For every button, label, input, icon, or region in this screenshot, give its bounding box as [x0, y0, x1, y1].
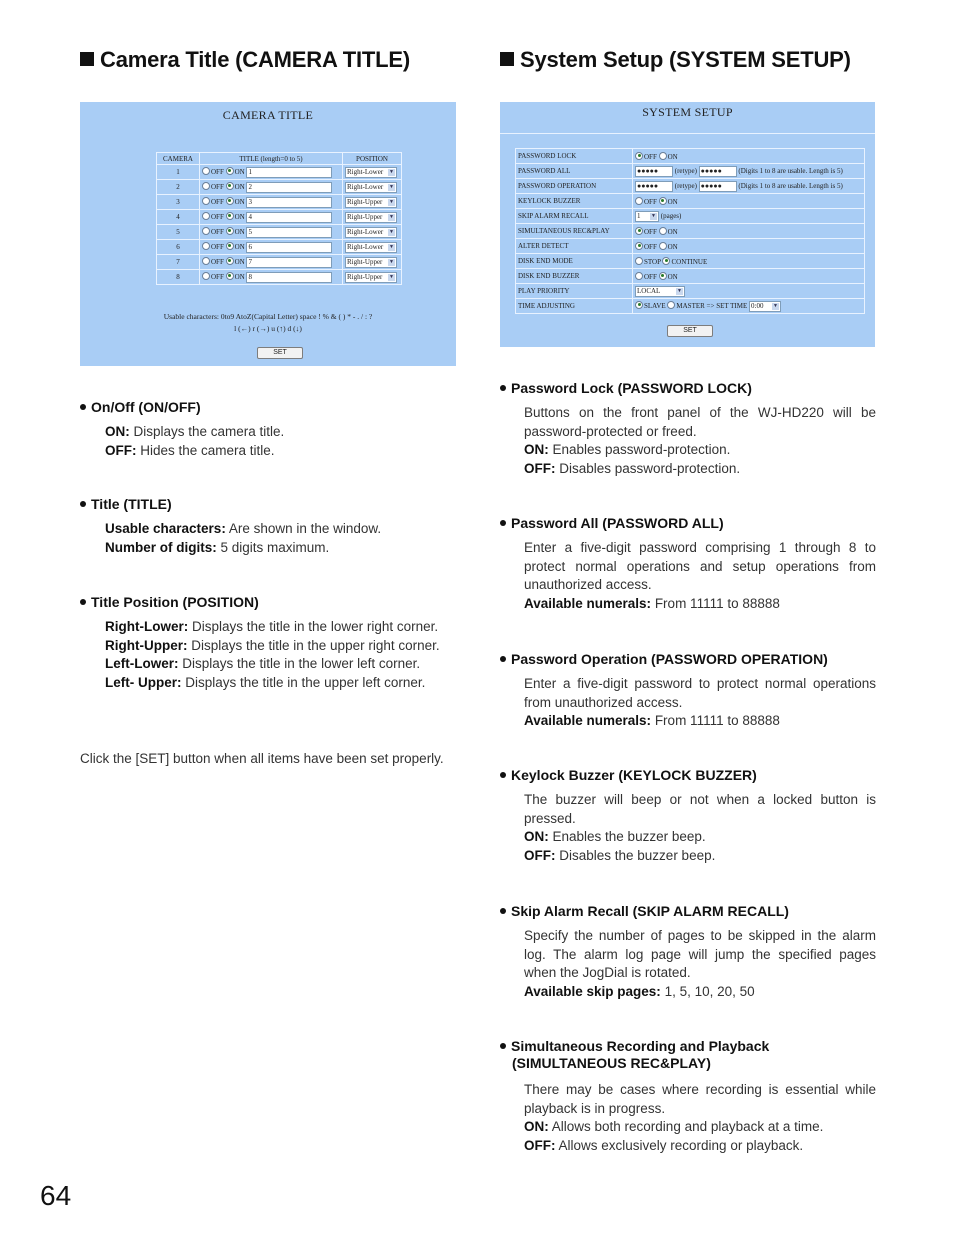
bullet-icon [80, 404, 86, 410]
title-on-radio[interactable] [226, 257, 234, 265]
camera-number: 5 [157, 225, 200, 240]
title-off-radio[interactable] [202, 242, 210, 250]
row-skip-alarm-recall: SKIP ALARM RECALL 1 ▼ (pages) [516, 209, 865, 224]
simultaneous-off-radio[interactable] [635, 227, 643, 235]
camera-row: 7 OFF ON 7 Right-Upper ▼ [157, 255, 402, 270]
system-setup-panel [500, 102, 875, 347]
row-keylock-buzzer: KEYLOCK BUZZER OFF ON [516, 194, 865, 209]
camera-number: 7 [157, 255, 200, 270]
system-setup-heading: System Setup (SYSTEM SETUP) [500, 47, 851, 73]
chevron-down-icon: ▼ [389, 244, 394, 250]
skip-alarm-select[interactable]: 1 ▼ [635, 211, 659, 222]
bullet-icon [500, 1043, 506, 1049]
bullet-icon [80, 501, 86, 507]
row-alter-detect: ALTER DETECT OFF ON [516, 239, 865, 254]
title-on-radio[interactable] [226, 242, 234, 250]
row-password-all: PASSWORD ALL ●●●●● (retype) ●●●●● (Digits 1 to 8 are usable. Length is 5) [516, 164, 865, 179]
camera-number: 4 [157, 210, 200, 225]
password-all-retype-input[interactable]: ●●●●● [699, 166, 737, 177]
section-heading: Password All (PASSWORD ALL) [500, 515, 724, 531]
chevron-down-icon: ▼ [773, 303, 778, 309]
section-heading: On/Off (ON/OFF) [80, 399, 201, 415]
camera-title-panel [80, 102, 456, 366]
position-select[interactable]: Right-Lower ▼ [345, 182, 397, 193]
title-input[interactable]: 4 [246, 212, 332, 223]
title-input[interactable]: 5 [246, 227, 332, 238]
camera-row: 2 OFF ON 2 Right-Lower ▼ [157, 180, 402, 195]
square-bullet-icon [80, 52, 94, 66]
section-heading: Title Position (POSITION) [80, 594, 259, 610]
system-setup-table [515, 148, 865, 314]
chevron-down-icon: ▼ [389, 274, 394, 280]
camera-number: 1 [157, 165, 200, 180]
section-body: Usable characters: Are shown in the window. Number of digits: 5 digits maximum. [105, 521, 382, 555]
title-on-radio[interactable] [226, 227, 234, 235]
camera-row: 6 OFF ON 6 Right-Lower ▼ [157, 240, 402, 255]
chevron-down-icon: ▼ [389, 199, 394, 205]
title-off-radio[interactable] [202, 197, 210, 205]
camera-title-heading: Camera Title (CAMERA TITLE) [80, 47, 410, 73]
title-input[interactable]: 8 [246, 272, 332, 283]
row-password-operation: PASSWORD OPERATION ●●●●● (retype) ●●●●● (Digits 1 to 8 are usable. Length is 5) [516, 179, 865, 194]
position-select[interactable]: Right-Upper ▼ [345, 257, 397, 268]
col-header-camera: CAMERA [157, 153, 200, 165]
camera-row: 1 OFF ON 1 Right-Lower ▼ [157, 165, 402, 180]
panel-title: SYSTEM SETUP [642, 105, 733, 119]
camera-number: 3 [157, 195, 200, 210]
alter-detect-off-radio[interactable] [635, 242, 643, 250]
bullet-icon [500, 385, 506, 391]
simultaneous-on-radio[interactable] [659, 227, 667, 235]
section-body: ON: Displays the camera title. OFF: Hides the camera title. [105, 424, 285, 458]
section-body: There may be cases where recording is essential while playback is in progress. ON: Allows both recording and playback at a time. OFF: Allows exclusively recording or playback. [524, 1082, 876, 1154]
section-body: Specify the number of pages to be skipped in the alarm log. The alarm log page will jump the specified pages when the JogDial is rotated. Available skip pages: 1, 5, 10, 20, 50 [524, 928, 876, 1000]
chevron-down-icon: ▼ [651, 213, 656, 219]
camera-row: 3 OFF ON 3 Right-Upper ▼ [157, 195, 402, 210]
row-disk-end-mode: DISK END MODE STOP CONTINUE [516, 254, 865, 269]
row-play-priority: PLAY PRIORITY LOCAL ▼ [516, 284, 865, 299]
section-body: Right-Lower: Displays the title in the lower right corner. Right-Upper: Displays the title in the upper right corner. Left-Lower: Displays the title in the lower left corner. Left- Upper: Displays the title in the upper left corner. [105, 619, 440, 691]
chevron-down-icon: ▼ [389, 229, 394, 235]
disk-end-buzzer-on-radio[interactable] [659, 272, 667, 280]
title-on-radio[interactable] [226, 272, 234, 280]
page-number: 64 [40, 1180, 72, 1211]
row-time-adjusting: TIME ADJUSTING SLAVE MASTER => SET TIME 0:00 ▼ [516, 299, 865, 314]
bullet-icon [500, 520, 506, 526]
password-lock-off-radio[interactable] [635, 152, 643, 160]
square-bullet-icon [500, 52, 514, 66]
title-off-radio[interactable] [202, 212, 210, 220]
password-lock-on-radio[interactable] [659, 152, 667, 160]
title-input[interactable]: 2 [246, 182, 332, 193]
bullet-icon [500, 656, 506, 662]
row-disk-end-buzzer: DISK END BUZZER OFF ON [516, 269, 865, 284]
title-on-radio[interactable] [226, 167, 234, 175]
set-button[interactable]: SET [257, 347, 303, 359]
camera-number: 8 [157, 270, 200, 285]
title-input[interactable]: 3 [246, 197, 332, 208]
keylock-buzzer-off-radio[interactable] [635, 197, 643, 205]
title-input[interactable]: 6 [246, 242, 332, 253]
chevron-down-icon: ▼ [677, 288, 682, 294]
position-select[interactable]: Right-Upper ▼ [345, 197, 397, 208]
title-off-radio[interactable] [202, 257, 210, 265]
row-simultaneous-rec-play: SIMULTANEOUS REC&PLAY OFF ON [516, 224, 865, 239]
section-body: The buzzer will beep or not when a locked button is pressed. ON: Enables the buzzer beep. OFF: Disables the buzzer beep. [524, 792, 876, 864]
set-button[interactable]: SET [667, 325, 713, 337]
position-select[interactable]: Right-Lower ▼ [345, 167, 397, 178]
section-heading: Password Operation (PASSWORD OPERATION) [500, 651, 828, 667]
camera-row: 8 OFF ON 8 Right-Upper ▼ [157, 270, 402, 285]
camera-row: 5 OFF ON 5 Right-Lower ▼ [157, 225, 402, 240]
title-on-radio[interactable] [226, 197, 234, 205]
disk-end-stop-radio[interactable] [635, 257, 643, 265]
section-body: Buttons on the front panel of the WJ-HD220 will be password-protected or freed. ON: Enables password-protection. OFF: Disables password-protection. [524, 405, 876, 477]
alter-detect-on-radio[interactable] [659, 242, 667, 250]
position-select[interactable]: Right-Upper ▼ [345, 212, 397, 223]
chevron-down-icon: ▼ [389, 184, 394, 190]
password-all-input[interactable]: ●●●●● [635, 166, 673, 177]
keylock-buzzer-on-radio[interactable] [659, 197, 667, 205]
title-off-radio[interactable] [202, 272, 210, 280]
title-on-radio[interactable] [226, 182, 234, 190]
panel-title: CAMERA TITLE [222, 108, 314, 122]
time-master-radio[interactable] [667, 301, 675, 309]
title-off-radio[interactable] [202, 227, 210, 235]
position-select[interactable]: Right-Lower ▼ [345, 242, 397, 253]
position-select[interactable]: Right-Lower ▼ [345, 227, 397, 238]
row-password-lock: PASSWORD LOCK OFF ON [516, 149, 865, 164]
disk-end-buzzer-off-radio[interactable] [635, 272, 643, 280]
bullet-icon [80, 599, 86, 605]
camera-number: 6 [157, 240, 200, 255]
chevron-down-icon: ▼ [389, 214, 394, 220]
chevron-down-icon: ▼ [389, 259, 394, 265]
time-slave-radio[interactable] [635, 301, 643, 309]
section-body: Enter a five-digit password comprising 1 through 8 to protect normal operations and setup operations from unauthorized access. Available numerals: From 11111 to 88888 [524, 540, 876, 612]
chevron-down-icon: ▼ [389, 169, 394, 175]
password-operation-retype-input[interactable]: ●●●●● [699, 181, 737, 192]
set-time-select[interactable]: 0:00 ▼ [749, 301, 781, 312]
footer-note: Click the [SET] button when all items have been set properly. [80, 751, 444, 766]
title-on-radio[interactable] [226, 212, 234, 220]
section-heading: Simultaneous Recording and Playback (SIMULTANEOUS REC&PLAY) [500, 1038, 769, 1071]
section-heading: Title (TITLE) [80, 496, 172, 512]
section-heading: Password Lock (PASSWORD LOCK) [500, 380, 752, 396]
play-priority-select[interactable]: LOCAL ▼ [635, 286, 685, 297]
col-header-position: POSITION [343, 153, 402, 165]
section-body: Enter a five-digit password to protect normal operations from unauthorized access. Available numerals: From 11111 to 88888 [524, 676, 876, 729]
bullet-icon [500, 908, 506, 914]
position-select[interactable]: Right-Upper ▼ [345, 272, 397, 283]
camera-number: 2 [157, 180, 200, 195]
camera-row: 4 OFF ON 4 Right-Upper ▼ [157, 210, 402, 225]
title-input[interactable]: 1 [246, 167, 332, 178]
col-header-title: TITLE (length=0 to 5) [200, 153, 343, 165]
section-heading: Keylock Buzzer (KEYLOCK BUZZER) [500, 767, 757, 783]
title-off-radio[interactable] [202, 167, 210, 175]
password-operation-input[interactable]: ●●●●● [635, 181, 673, 192]
section-heading: Skip Alarm Recall (SKIP ALARM RECALL) [500, 903, 789, 919]
disk-end-continue-radio[interactable] [662, 257, 670, 265]
title-off-radio[interactable] [202, 182, 210, 190]
bullet-icon [500, 772, 506, 778]
title-input[interactable]: 7 [246, 257, 332, 268]
usable-characters-note: Usable characters: 0to9 AtoZ(Capital Letter) space ! % & ( ) * - . / : ? l (←) r (→) u (↑) d (↓) [163, 312, 373, 333]
camera-title-table [156, 152, 402, 285]
